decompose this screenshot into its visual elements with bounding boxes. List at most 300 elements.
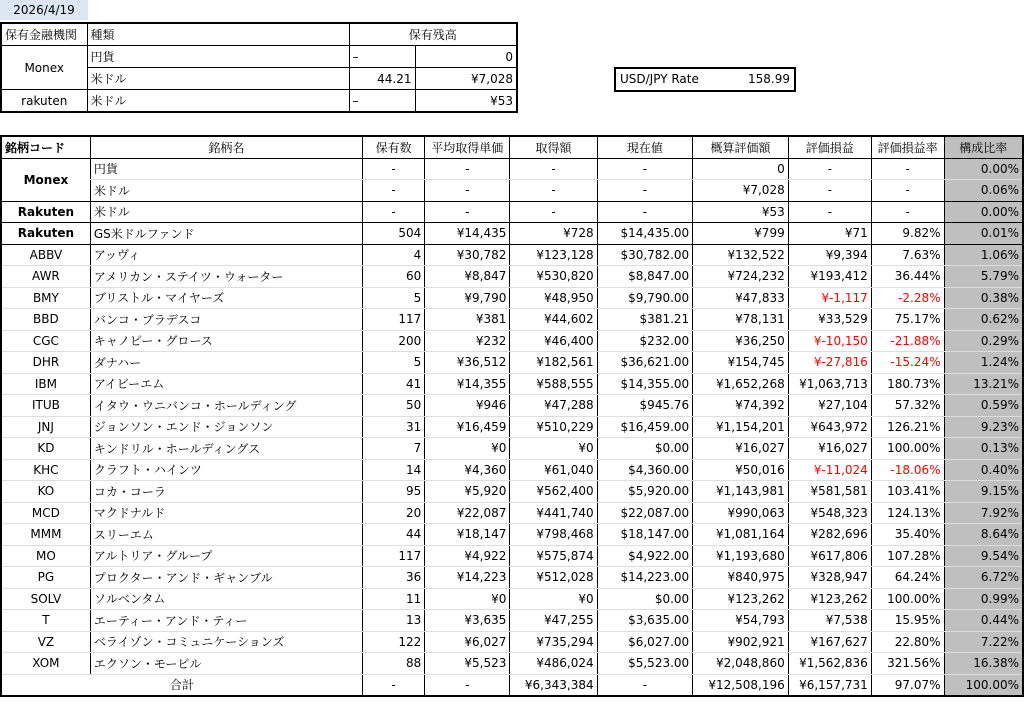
name-cell[interactable]: コカ・コーラ <box>90 481 362 503</box>
plr-cell[interactable]: 22.80% <box>871 631 944 653</box>
plr-cell[interactable]: - <box>871 180 944 202</box>
holdings-table <box>0 135 1024 697</box>
code-cell[interactable]: ITUB <box>1 395 90 417</box>
pl-cell[interactable]: ¥328,947 <box>788 567 871 589</box>
plr-cell[interactable]: 180.73% <box>871 373 944 395</box>
price-cell[interactable]: $945.76 <box>597 395 693 417</box>
qty-cell[interactable]: 41 <box>362 373 424 395</box>
table-row <box>1 459 1023 481</box>
account-type[interactable]: 米ドル <box>87 90 349 113</box>
pl-cell[interactable]: ¥-10,150 <box>788 330 871 352</box>
plr-cell[interactable]: 57.32% <box>871 395 944 417</box>
pl-cell[interactable]: ¥71 <box>788 223 871 245</box>
pl-cell[interactable]: ¥1,562,836 <box>788 653 871 675</box>
pl-cell[interactable]: ¥-1,117 <box>788 287 871 309</box>
total-label[interactable]: 合計 <box>1 674 362 696</box>
qty-cell[interactable]: 31 <box>362 416 424 438</box>
code-cell[interactable]: ABBV <box>1 244 90 266</box>
table-row <box>1 330 1023 352</box>
ratio-cell[interactable]: 7.22% <box>944 631 1023 653</box>
avg-cell[interactable]: ¥4,360 <box>425 459 510 481</box>
ratio-cell[interactable]: 0.01% <box>944 223 1023 245</box>
cost-cell[interactable]: ¥123,128 <box>510 244 597 266</box>
total-pl[interactable]: ¥6,157,731 <box>788 674 871 696</box>
price-cell[interactable]: $16,459.00 <box>597 416 693 438</box>
pl-cell[interactable]: ¥643,972 <box>788 416 871 438</box>
ratio-cell[interactable]: 0.29% <box>944 330 1023 352</box>
price-cell[interactable]: $4,360.00 <box>597 459 693 481</box>
code-cell[interactable]: T <box>1 610 90 632</box>
table-row <box>1 588 1023 610</box>
qty-cell[interactable]: 11 <box>362 588 424 610</box>
ratio-cell[interactable]: 16.38% <box>944 653 1023 675</box>
qty-cell[interactable]: 44 <box>362 524 424 546</box>
cost-cell[interactable]: ¥0 <box>510 588 597 610</box>
avg-cell[interactable]: ¥30,782 <box>425 244 510 266</box>
avg-cell[interactable]: ¥0 <box>425 438 510 460</box>
pl-cell[interactable]: ¥123,262 <box>788 588 871 610</box>
total-price[interactable]: - <box>597 674 693 696</box>
account-value[interactable]: ¥53 <box>415 90 517 113</box>
qty-cell[interactable]: 5 <box>362 287 424 309</box>
name-cell[interactable]: 米ドル <box>90 180 362 202</box>
pl-cell[interactable]: ¥16,027 <box>788 438 871 460</box>
avg-cell[interactable]: ¥14,355 <box>425 373 510 395</box>
ratio-cell[interactable]: 9.23% <box>944 416 1023 438</box>
code-cell[interactable]: XOM <box>1 653 90 675</box>
cost-cell[interactable]: ¥512,028 <box>510 567 597 589</box>
qty-cell[interactable]: - <box>362 158 424 180</box>
cost-cell[interactable]: ¥47,288 <box>510 395 597 417</box>
name-cell[interactable]: ダナハー <box>90 352 362 374</box>
plr-cell[interactable]: 35.40% <box>871 524 944 546</box>
val-cell[interactable]: ¥53 <box>693 201 789 223</box>
table-row <box>1 438 1023 460</box>
pl-cell[interactable]: ¥282,696 <box>788 524 871 546</box>
val-cell[interactable]: ¥1,143,981 <box>693 481 789 503</box>
pl-cell[interactable]: ¥581,581 <box>788 481 871 503</box>
pl-cell[interactable]: ¥-27,816 <box>788 352 871 374</box>
price-cell[interactable]: $36,621.00 <box>597 352 693 374</box>
val-cell[interactable]: ¥47,833 <box>693 287 789 309</box>
header-cell[interactable]: 銘柄コード <box>1 136 90 158</box>
avg-cell[interactable]: ¥5,523 <box>425 653 510 675</box>
qty-cell[interactable]: 50 <box>362 395 424 417</box>
val-cell[interactable]: ¥1,081,164 <box>693 524 789 546</box>
pl-cell[interactable]: ¥9,394 <box>788 244 871 266</box>
code-cell[interactable]: DHR <box>1 352 90 374</box>
price-cell[interactable]: $18,147.00 <box>597 524 693 546</box>
code-cell[interactable]: KHC <box>1 459 90 481</box>
price-cell[interactable]: $4,922.00 <box>597 545 693 567</box>
plr-cell[interactable]: 36.44% <box>871 266 944 288</box>
name-cell[interactable]: 円貨 <box>90 158 362 180</box>
pl-cell[interactable]: ¥7,538 <box>788 610 871 632</box>
avg-cell[interactable]: ¥22,087 <box>425 502 510 524</box>
price-cell[interactable]: - <box>597 180 693 202</box>
price-cell[interactable]: $5,523.00 <box>597 653 693 675</box>
table-row <box>1 201 1023 223</box>
qty-cell[interactable]: 200 <box>362 330 424 352</box>
plr-cell[interactable]: 9.82% <box>871 223 944 245</box>
name-cell[interactable]: ベライゾン・コミュニケーションズ <box>90 631 362 653</box>
avg-cell[interactable]: ¥14,223 <box>425 567 510 589</box>
qty-cell[interactable]: 13 <box>362 610 424 632</box>
ratio-cell[interactable]: 5.79% <box>944 266 1023 288</box>
plr-cell[interactable]: -15.24% <box>871 352 944 374</box>
code-cell[interactable]: CGC <box>1 330 90 352</box>
price-cell[interactable]: $0.00 <box>597 588 693 610</box>
pl-cell[interactable]: ¥27,104 <box>788 395 871 417</box>
qty-cell[interactable]: 60 <box>362 266 424 288</box>
account-type[interactable]: 米ドル <box>87 68 349 90</box>
val-cell[interactable]: ¥1,652,268 <box>693 373 789 395</box>
name-cell[interactable]: クラフト・ハインツ <box>90 459 362 481</box>
price-cell[interactable]: $14,223.00 <box>597 567 693 589</box>
cost-cell[interactable]: ¥44,602 <box>510 309 597 331</box>
table-row <box>1 610 1023 632</box>
price-cell[interactable]: $22,087.00 <box>597 502 693 524</box>
account-value[interactable]: 0 <box>415 46 517 68</box>
account-header-row <box>1 23 517 46</box>
ratio-cell[interactable]: 0.00% <box>944 158 1023 180</box>
ratio-cell[interactable]: 1.06% <box>944 244 1023 266</box>
code-cell[interactable]: VZ <box>1 631 90 653</box>
plr-cell[interactable]: 126.21% <box>871 416 944 438</box>
header-institution[interactable]: 保有金融機関 <box>1 23 87 46</box>
avg-cell[interactable]: ¥14,435 <box>425 223 510 245</box>
plr-cell[interactable]: 100.00% <box>871 588 944 610</box>
plr-cell[interactable]: - <box>871 201 944 223</box>
holdings-header-row <box>1 136 1023 158</box>
header-cell[interactable]: 概算評価額 <box>693 136 789 158</box>
plr-cell[interactable]: -2.28% <box>871 287 944 309</box>
val-cell[interactable]: ¥902,921 <box>693 631 789 653</box>
avg-cell[interactable]: ¥9,790 <box>425 287 510 309</box>
val-cell[interactable]: 0 <box>693 158 789 180</box>
table-row <box>1 653 1023 675</box>
val-cell[interactable]: ¥799 <box>693 223 789 245</box>
cost-cell[interactable]: ¥530,820 <box>510 266 597 288</box>
name-cell[interactable]: プロクター・アンド・ギャンブル <box>90 567 362 589</box>
cost-cell[interactable]: ¥46,400 <box>510 330 597 352</box>
plr-cell[interactable]: 124.13% <box>871 502 944 524</box>
avg-cell[interactable]: ¥5,920 <box>425 481 510 503</box>
table-row <box>1 481 1023 503</box>
name-cell[interactable]: ブリストル・マイヤーズ <box>90 287 362 309</box>
table-row <box>1 287 1023 309</box>
plr-cell[interactable]: 100.00% <box>871 438 944 460</box>
table-row <box>1 266 1023 288</box>
qty-cell[interactable]: - <box>362 180 424 202</box>
price-cell[interactable]: $6,027.00 <box>597 631 693 653</box>
pl-cell[interactable]: - <box>788 201 871 223</box>
table-row <box>1 567 1023 589</box>
ratio-cell[interactable]: 0.59% <box>944 395 1023 417</box>
name-cell[interactable]: アイビーエム <box>90 373 362 395</box>
qty-cell[interactable]: 122 <box>362 631 424 653</box>
account-value[interactable]: ¥7,028 <box>415 68 517 90</box>
ratio-cell[interactable]: 0.44% <box>944 610 1023 632</box>
ratio-cell[interactable]: 0.06% <box>944 180 1023 202</box>
header-cell[interactable]: 保有数 <box>362 136 424 158</box>
ratio-cell[interactable]: 6.72% <box>944 567 1023 589</box>
qty-cell[interactable]: 117 <box>362 545 424 567</box>
ratio-cell[interactable]: 8.64% <box>944 524 1023 546</box>
table-row <box>1 395 1023 417</box>
account-amount[interactable]: – <box>349 90 415 113</box>
name-cell[interactable]: エーティー・アンド・ティー <box>90 610 362 632</box>
code-cell[interactable]: BMY <box>1 287 90 309</box>
plr-cell[interactable]: 75.17% <box>871 309 944 331</box>
ratio-cell[interactable]: 0.62% <box>944 309 1023 331</box>
price-cell[interactable]: $14,355.00 <box>597 373 693 395</box>
cost-cell[interactable]: - <box>510 158 597 180</box>
val-cell[interactable]: ¥1,154,201 <box>693 416 789 438</box>
name-cell[interactable]: マクドナルド <box>90 502 362 524</box>
table-row <box>1 502 1023 524</box>
cost-cell[interactable]: ¥182,561 <box>510 352 597 374</box>
account-row <box>1 46 517 68</box>
avg-cell[interactable]: ¥946 <box>425 395 510 417</box>
qty-cell[interactable]: 36 <box>362 567 424 589</box>
name-cell[interactable]: キャノピー・グロース <box>90 330 362 352</box>
ratio-cell[interactable]: 13.21% <box>944 373 1023 395</box>
table-row <box>1 223 1023 245</box>
val-cell[interactable]: ¥78,131 <box>693 309 789 331</box>
header-cell[interactable]: 銘柄名 <box>90 136 362 158</box>
cost-cell[interactable]: ¥0 <box>510 438 597 460</box>
code-cell[interactable]: KD <box>1 438 90 460</box>
name-cell[interactable]: エクソン・モービル <box>90 653 362 675</box>
code-cell[interactable]: Rakuten <box>1 201 90 223</box>
price-cell[interactable]: $14,435.00 <box>597 223 693 245</box>
cost-cell[interactable]: ¥441,740 <box>510 502 597 524</box>
name-cell[interactable]: アッヴィ <box>90 244 362 266</box>
header-cell[interactable]: 平均取得単価 <box>425 136 510 158</box>
price-cell[interactable]: $9,790.00 <box>597 287 693 309</box>
pl-cell[interactable]: ¥-11,024 <box>788 459 871 481</box>
name-cell[interactable]: アメリカン・ステイツ・ウォーター <box>90 266 362 288</box>
qty-cell[interactable]: 504 <box>362 223 424 245</box>
usd-jpy-rate-box[interactable] <box>614 67 796 92</box>
val-cell[interactable]: ¥2,048,860 <box>693 653 789 675</box>
code-cell[interactable]: MMM <box>1 524 90 546</box>
cost-cell[interactable]: ¥47,255 <box>510 610 597 632</box>
ratio-cell[interactable]: 0.00% <box>944 201 1023 223</box>
val-cell[interactable]: ¥74,392 <box>693 395 789 417</box>
ratio-cell[interactable]: 9.15% <box>944 481 1023 503</box>
qty-cell[interactable]: 7 <box>362 438 424 460</box>
table-row <box>1 416 1023 438</box>
name-cell[interactable]: キンドリル・ホールディングス <box>90 438 362 460</box>
avg-cell[interactable]: - <box>425 158 510 180</box>
cost-cell[interactable]: ¥575,874 <box>510 545 597 567</box>
ratio-cell[interactable]: 0.99% <box>944 588 1023 610</box>
val-cell[interactable]: ¥154,745 <box>693 352 789 374</box>
cost-cell[interactable]: ¥798,468 <box>510 524 597 546</box>
price-cell[interactable]: - <box>597 201 693 223</box>
qty-cell[interactable]: - <box>362 201 424 223</box>
avg-cell[interactable]: ¥3,635 <box>425 610 510 632</box>
val-cell[interactable]: ¥990,063 <box>693 502 789 524</box>
cost-cell[interactable]: ¥486,024 <box>510 653 597 675</box>
plr-cell[interactable]: 15.95% <box>871 610 944 632</box>
name-cell[interactable]: GS米ドルファンド <box>90 223 362 245</box>
code-cell[interactable]: BBD <box>1 309 90 331</box>
cost-cell[interactable]: ¥510,229 <box>510 416 597 438</box>
code-cell[interactable]: PG <box>1 567 90 589</box>
ratio-cell[interactable]: 0.38% <box>944 287 1023 309</box>
ratio-cell[interactable]: 9.54% <box>944 545 1023 567</box>
val-cell[interactable]: ¥132,522 <box>693 244 789 266</box>
price-cell[interactable]: $381.21 <box>597 309 693 331</box>
avg-cell[interactable]: - <box>425 180 510 202</box>
val-cell[interactable]: ¥123,262 <box>693 588 789 610</box>
avg-cell[interactable]: ¥36,512 <box>425 352 510 374</box>
qty-cell[interactable]: 20 <box>362 502 424 524</box>
pl-cell[interactable]: ¥617,806 <box>788 545 871 567</box>
plr-cell[interactable]: 107.28% <box>871 545 944 567</box>
plr-cell[interactable]: -18.06% <box>871 459 944 481</box>
price-cell[interactable]: $3,635.00 <box>597 610 693 632</box>
account-type[interactable]: 円貨 <box>87 46 349 68</box>
account-amount[interactable]: 44.21 <box>349 68 415 90</box>
table-row <box>1 631 1023 653</box>
plr-cell[interactable]: 321.56% <box>871 653 944 675</box>
cost-cell[interactable]: ¥588,555 <box>510 373 597 395</box>
cost-cell[interactable]: ¥735,294 <box>510 631 597 653</box>
total-qty[interactable]: - <box>362 674 424 696</box>
pl-cell[interactable]: ¥548,323 <box>788 502 871 524</box>
code-cell[interactable]: AWR <box>1 266 90 288</box>
code-cell[interactable]: SOLV <box>1 588 90 610</box>
pl-cell[interactable]: - <box>788 180 871 202</box>
header-balance[interactable]: 保有残高 <box>349 23 517 46</box>
total-ratio[interactable]: 100.00% <box>944 674 1023 696</box>
total-avg[interactable]: - <box>425 674 510 696</box>
avg-cell[interactable]: ¥16,459 <box>425 416 510 438</box>
institution-monex[interactable]: Monex <box>1 46 87 90</box>
ratio-cell[interactable]: 0.40% <box>944 459 1023 481</box>
avg-cell[interactable]: - <box>425 201 510 223</box>
qty-cell[interactable]: 4 <box>362 244 424 266</box>
table-row <box>1 244 1023 266</box>
pl-cell[interactable]: ¥33,529 <box>788 309 871 331</box>
name-cell[interactable]: バンコ・ブラデスコ <box>90 309 362 331</box>
name-cell[interactable]: 米ドル <box>90 201 362 223</box>
avg-cell[interactable]: ¥8,847 <box>425 266 510 288</box>
header-cell[interactable]: 評価損益 <box>788 136 871 158</box>
code-cell[interactable]: Monex <box>1 158 90 201</box>
val-cell[interactable]: ¥724,232 <box>693 266 789 288</box>
avg-cell[interactable]: ¥0 <box>425 588 510 610</box>
avg-cell[interactable]: ¥4,922 <box>425 545 510 567</box>
price-cell[interactable]: - <box>597 158 693 180</box>
header-type[interactable]: 種類 <box>87 23 349 46</box>
price-cell[interactable]: $30,782.00 <box>597 244 693 266</box>
ratio-cell[interactable]: 7.92% <box>944 502 1023 524</box>
avg-cell[interactable]: ¥381 <box>425 309 510 331</box>
plr-cell[interactable]: 103.41% <box>871 481 944 503</box>
table-row <box>1 158 1023 180</box>
table-row <box>1 180 1023 202</box>
ratio-cell[interactable]: 0.13% <box>944 438 1023 460</box>
table-row <box>1 373 1023 395</box>
name-cell[interactable]: ソルベンタム <box>90 588 362 610</box>
price-cell[interactable]: $232.00 <box>597 330 693 352</box>
cost-cell[interactable]: - <box>510 201 597 223</box>
qty-cell[interactable]: 117 <box>362 309 424 331</box>
name-cell[interactable]: アルトリア・グループ <box>90 545 362 567</box>
qty-cell[interactable]: 88 <box>362 653 424 675</box>
table-row <box>1 309 1023 331</box>
qty-cell[interactable]: 5 <box>362 352 424 374</box>
plr-cell[interactable]: - <box>871 158 944 180</box>
price-cell[interactable]: $8,847.00 <box>597 266 693 288</box>
cost-cell[interactable]: ¥48,950 <box>510 287 597 309</box>
avg-cell[interactable]: ¥18,147 <box>425 524 510 546</box>
cost-cell[interactable]: ¥728 <box>510 223 597 245</box>
qty-cell[interactable]: 95 <box>362 481 424 503</box>
pl-cell[interactable]: ¥1,063,713 <box>788 373 871 395</box>
pl-cell[interactable]: ¥167,627 <box>788 631 871 653</box>
price-cell[interactable]: $5,920.00 <box>597 481 693 503</box>
name-cell[interactable]: ジョンソン・エンド・ジョンソン <box>90 416 362 438</box>
code-cell[interactable]: IBM <box>1 373 90 395</box>
val-cell[interactable]: ¥1,193,680 <box>693 545 789 567</box>
qty-cell[interactable]: 14 <box>362 459 424 481</box>
avg-cell[interactable]: ¥6,027 <box>425 631 510 653</box>
header-cell[interactable]: 構成比率 <box>944 136 1023 158</box>
name-cell[interactable]: スリーエム <box>90 524 362 546</box>
cost-cell[interactable]: ¥562,400 <box>510 481 597 503</box>
cost-cell[interactable]: - <box>510 180 597 202</box>
val-cell[interactable]: ¥36,250 <box>693 330 789 352</box>
val-cell[interactable]: ¥840,975 <box>693 567 789 589</box>
code-cell[interactable]: KO <box>1 481 90 503</box>
code-cell[interactable]: JNJ <box>1 416 90 438</box>
avg-cell[interactable]: ¥232 <box>425 330 510 352</box>
code-cell[interactable]: Rakuten <box>1 223 90 245</box>
account-amount[interactable]: – <box>349 46 415 68</box>
header-cell[interactable]: 現在値 <box>597 136 693 158</box>
val-cell[interactable]: ¥7,028 <box>693 180 789 202</box>
total-val[interactable]: ¥12,508,196 <box>693 674 789 696</box>
plr-cell[interactable]: 7.63% <box>871 244 944 266</box>
header-cell[interactable]: 評価損益率 <box>871 136 944 158</box>
plr-cell[interactable]: 64.24% <box>871 567 944 589</box>
val-cell[interactable]: ¥54,793 <box>693 610 789 632</box>
header-cell[interactable]: 取得額 <box>510 136 597 158</box>
price-cell[interactable]: $0.00 <box>597 438 693 460</box>
account-table <box>0 22 518 113</box>
val-cell[interactable]: ¥16,027 <box>693 438 789 460</box>
ratio-cell[interactable]: 1.24% <box>944 352 1023 374</box>
institution-rakuten[interactable]: rakuten <box>1 90 87 113</box>
pl-cell[interactable]: ¥193,412 <box>788 266 871 288</box>
total-cost[interactable]: ¥6,343,384 <box>510 674 597 696</box>
code-cell[interactable]: MCD <box>1 502 90 524</box>
plr-cell[interactable]: -21.88% <box>871 330 944 352</box>
pl-cell[interactable]: - <box>788 158 871 180</box>
date-cell[interactable]: 2026/4/19 <box>0 0 88 20</box>
code-cell[interactable]: MO <box>1 545 90 567</box>
val-cell[interactable]: ¥50,016 <box>693 459 789 481</box>
total-plr[interactable]: 97.07% <box>871 674 944 696</box>
name-cell[interactable]: イタウ・ウニバンコ・ホールディング <box>90 395 362 417</box>
cost-cell[interactable]: ¥61,040 <box>510 459 597 481</box>
